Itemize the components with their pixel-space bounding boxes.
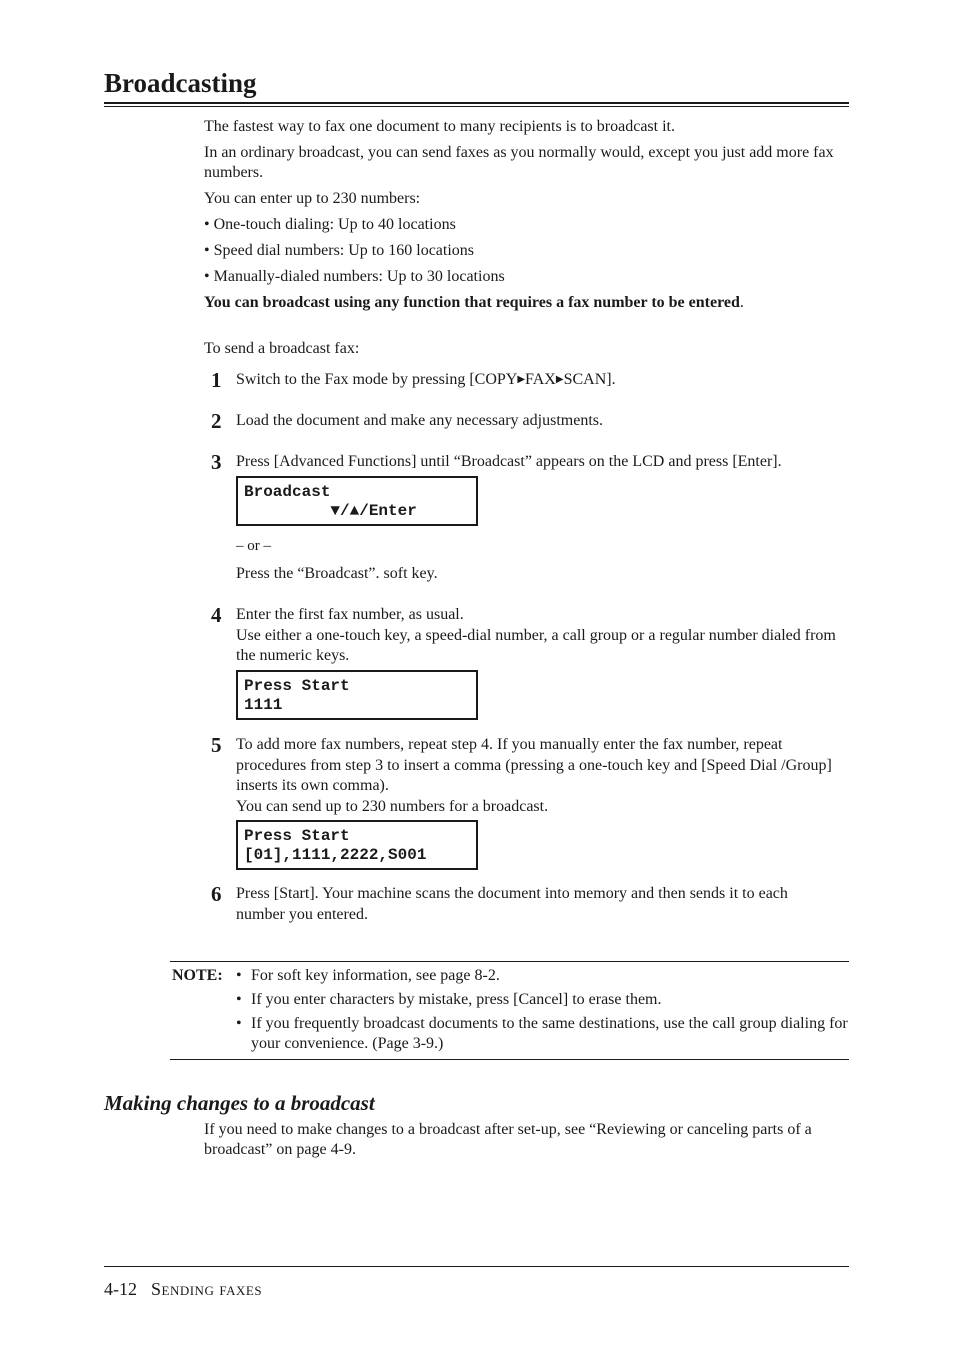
lcd-display bbox=[236, 670, 478, 720]
lcd-line-2: ▼/▲/Enter bbox=[244, 501, 417, 520]
intro-paragraph-2: In an ordinary broadcast, you can send faxes as you normally would, except you just add more fax numbers. bbox=[204, 144, 834, 181]
step-6-text: Press [Start]. Your machine scans the document into memory and then sends it to each number you entered. bbox=[236, 885, 788, 923]
step-3-text: Press [Advanced Functions] until “Broadcast” appears on the LCD and press [Enter]. bbox=[236, 453, 782, 470]
title-rule bbox=[104, 102, 849, 104]
step-1-text-a: Switch to the Fax mode by pressing [COPY bbox=[236, 371, 518, 388]
lcd-line-1: Broadcast bbox=[244, 483, 331, 501]
step-number: 6 bbox=[211, 882, 222, 906]
bullet-icon: • bbox=[236, 1015, 242, 1032]
lcd-line-2: 1111 bbox=[244, 695, 283, 714]
step-number: 3 bbox=[211, 450, 222, 474]
step-5-line-1: To add more fax numbers, repeat step 4. If you manually enter the fax number, repeat procedures from step 3 to insert a comma (pressing a one-touch key and [Speed Dial /Group] inserts its own comma). bbox=[236, 736, 832, 794]
lcd-line-1: Press Start bbox=[244, 677, 350, 695]
intro-paragraph-3: You can enter up to 230 numbers: bbox=[204, 190, 421, 207]
list-item-text: One-touch dialing: Up to 40 locations bbox=[213, 216, 456, 233]
subsection-title: Making changes to a broadcast bbox=[104, 1091, 375, 1115]
note-item: For soft key information, see page 8-2. bbox=[251, 967, 500, 984]
step-5-text bbox=[236, 735, 848, 817]
lcd-line-2: [01],1111,2222,S001 bbox=[244, 845, 427, 864]
lcd-display bbox=[236, 476, 478, 526]
bold-statement-period: . bbox=[739, 294, 744, 311]
page-number: 4-12 bbox=[104, 1279, 137, 1299]
step-number: 5 bbox=[211, 733, 222, 757]
list-item: • Manually-dialed numbers: Up to 30 locations bbox=[204, 268, 505, 285]
list-item-text: Speed dial numbers: Up to 160 locations bbox=[213, 242, 475, 259]
note-rule-top bbox=[170, 961, 849, 962]
step-number: 4 bbox=[211, 603, 222, 627]
intro-paragraph-4: To send a broadcast fax: bbox=[204, 340, 360, 357]
step-1-text-b: FAX bbox=[525, 371, 556, 388]
arrow-right-icon: ▶ bbox=[555, 374, 564, 385]
step-4-text bbox=[236, 605, 848, 667]
title-rule-thin bbox=[104, 106, 849, 107]
step-number: 2 bbox=[211, 409, 222, 433]
note-item: If you frequently broadcast documents to the same destinations, use the call group dialing for your convenience. (Page 3-9.) bbox=[251, 1015, 848, 1052]
step-4-line-1: Enter the first fax number, as usual. bbox=[236, 606, 464, 623]
bold-statement-text: You can broadcast using any function that requires a fax number to be entered bbox=[204, 294, 740, 311]
note-label: NOTE: bbox=[172, 967, 223, 984]
step-3-alt-text: Press the “Broadcast”. soft key. bbox=[236, 565, 438, 582]
step-1-text-c: SCAN]. bbox=[563, 371, 616, 388]
bullet-icon: • bbox=[236, 967, 242, 984]
note-item: If you enter characters by mistake, press [Cancel] to erase them. bbox=[251, 991, 662, 1008]
step-2-text: Load the document and make any necessary adjustments. bbox=[236, 412, 603, 429]
intro-paragraph-1: The fastest way to fax one document to many recipients is to broadcast it. bbox=[204, 118, 675, 135]
or-separator: – or – bbox=[236, 538, 271, 554]
bold-statement bbox=[204, 293, 804, 313]
step-4-line-2: Use either a one-touch key, a speed-dial number, a call group or a regular number dialed from the numeric keys. bbox=[236, 626, 836, 664]
list-item-text: Manually-dialed numbers: Up to 30 locations bbox=[213, 268, 505, 285]
arrow-right-icon: ▶ bbox=[517, 374, 526, 385]
lcd-line-1: Press Start bbox=[244, 827, 350, 845]
lcd-display bbox=[236, 820, 478, 870]
page-footer bbox=[104, 1279, 262, 1300]
page-title: Broadcasting bbox=[104, 68, 257, 98]
section-name: Sending faxes bbox=[151, 1279, 263, 1299]
step-1-text bbox=[236, 370, 848, 391]
note-rule-bottom bbox=[170, 1059, 849, 1060]
subsection-text: If you need to make changes to a broadcast after set-up, see “Reviewing or canceling parts of a broadcast” on page 4-9. bbox=[204, 1121, 812, 1158]
list-item: • Speed dial numbers: Up to 160 locations bbox=[204, 242, 475, 259]
step-number: 1 bbox=[211, 368, 222, 392]
list-item: • One-touch dialing: Up to 40 locations bbox=[204, 216, 456, 233]
bullet-icon: • bbox=[236, 991, 242, 1008]
step-5-line-2: You can send up to 230 numbers for a broadcast. bbox=[236, 797, 549, 815]
footer-rule bbox=[104, 1266, 849, 1267]
